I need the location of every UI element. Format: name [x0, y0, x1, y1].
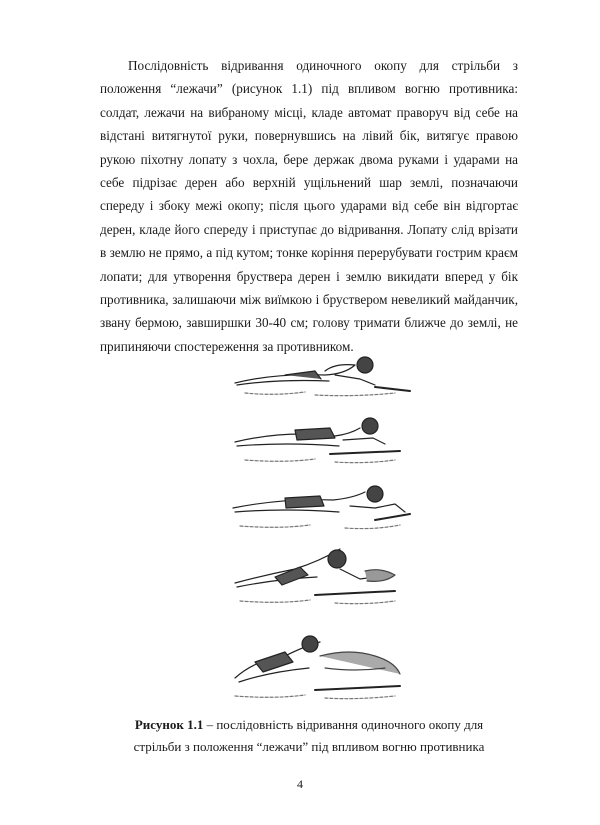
soldier-stage-4 — [235, 549, 395, 604]
soldier-stage-5 — [235, 636, 400, 699]
soldier-stage-3 — [233, 486, 410, 529]
soldier-stage-2 — [235, 418, 400, 463]
figure-illustration — [225, 348, 415, 703]
page-number: 4 — [297, 777, 303, 791]
figure-caption-text: – послідовність відривання одиночного окопу для стрільби з положення “лежачи” під впливом вогню противника — [133, 717, 485, 754]
soldier-stage-1 — [235, 357, 410, 396]
figure-caption-label: Рисунок 1.1 — [134, 717, 204, 732]
body-paragraph: Послідовність відривання одиночного окопу для стрільби з положення “лежачи” (рисунок 1.1) під впливом вогню противника: солдат, лежачи на вибраному місці, кладе автомат праворуч від себе на відстані витягнутої руки, повернувшись на лівий бік, витягує правою рукою піхотну лопату з чохла, бере держак двома руками і ударами на себе підрізає дерен або верхній ущільнений шар землі, позначаючи спереду і збоку межі окопу; після цього ударами від себе він відгортає дерен, кладе його спереду і приступає до відривання. Лопату слід врізати в землю не прямо, а під кутом; тонке коріння перерубувати гострим краєм лопати; для утворення бруствера дерен і землю викидати вперед у бік противника, залишаючи між виїмкою і бруствером невеликий майданчик, звану бермою, завширшки 30-40 см; голову тримати ближче до землі, не припиняючи спостереження за противником. — [100, 58, 518, 354]
figure-caption — [112, 714, 506, 758]
